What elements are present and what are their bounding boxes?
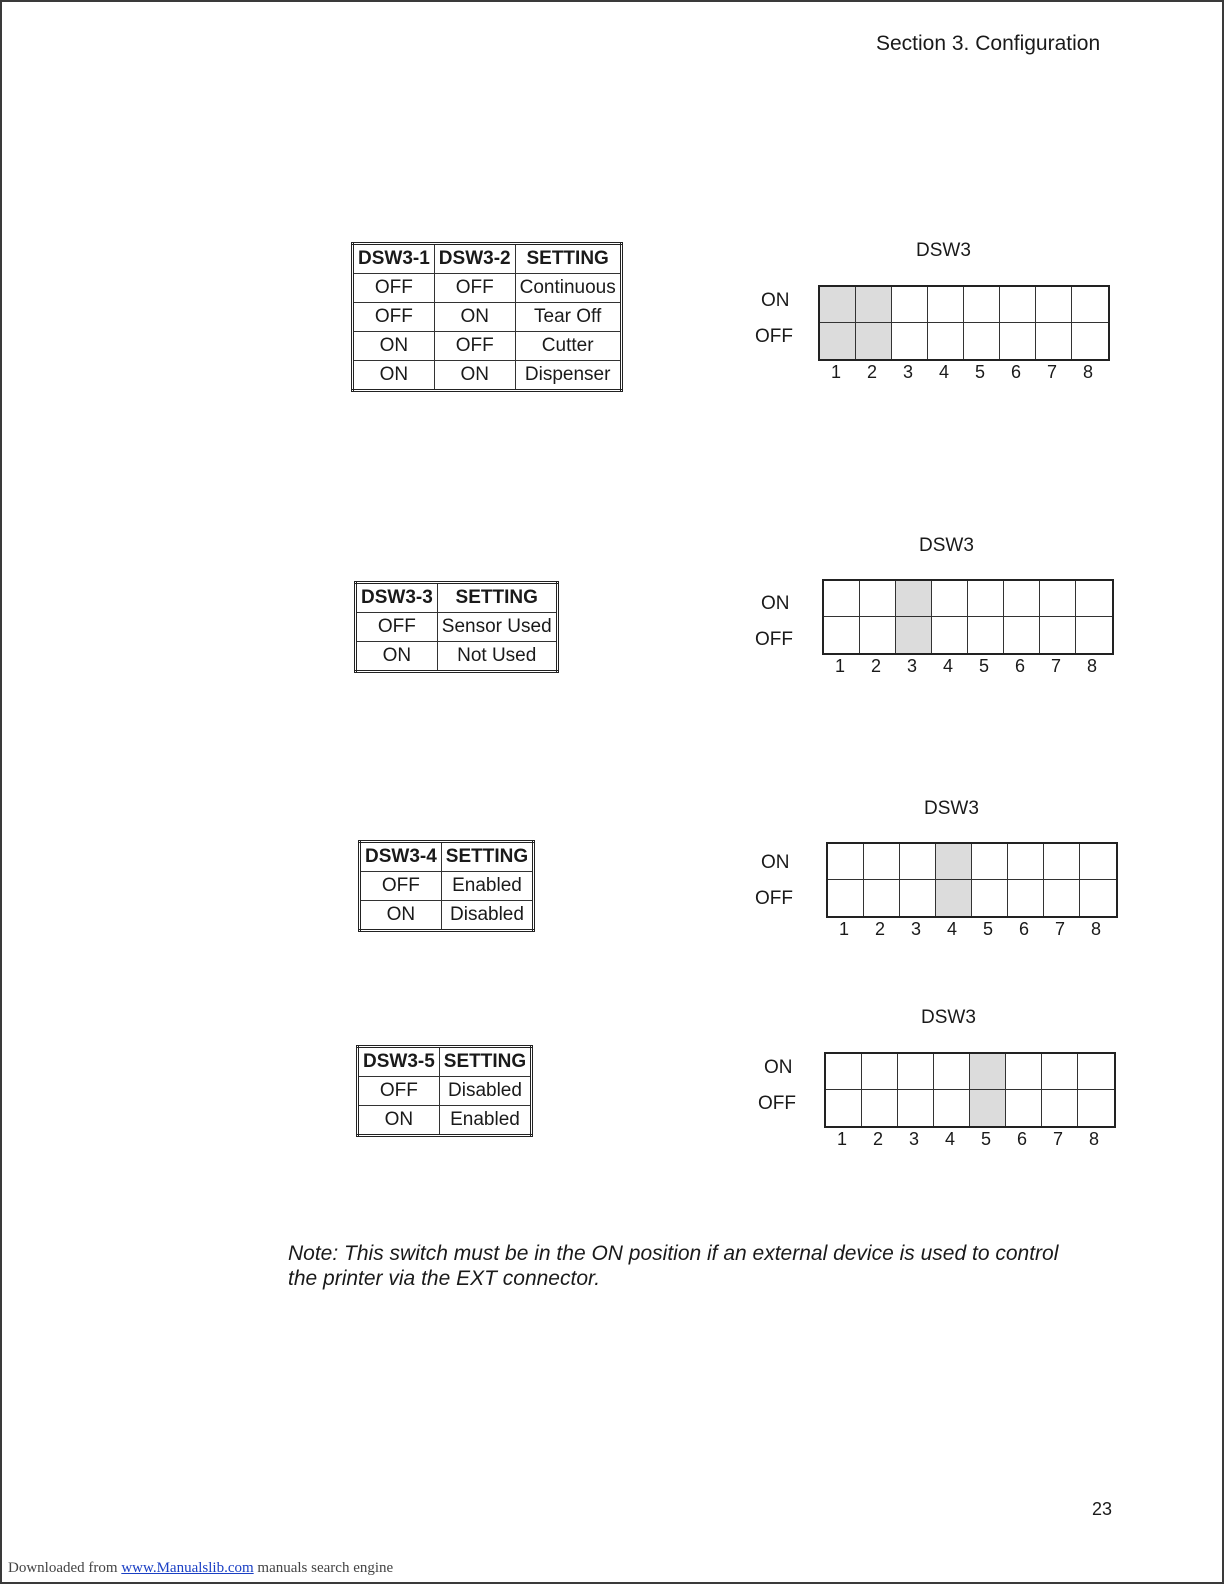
dip-switch-1-off-cell: [828, 880, 864, 916]
dip-switch-6-off-cell: [1000, 323, 1036, 359]
switch-number: 4: [938, 362, 949, 382]
note-line: Note: This switch must be in the ON position if an external device is used to control: [288, 1242, 1059, 1265]
dip-switch-diagram: [822, 579, 1114, 655]
dip-switch-1-on-cell: [820, 287, 856, 323]
table-cell: Disabled: [439, 1077, 531, 1106]
dip-switch-3-on-cell: [896, 581, 932, 617]
dip-switch-4-off-cell: [934, 1090, 970, 1126]
table-cell: OFF: [356, 613, 438, 642]
dip-switch-5-off-cell: [970, 1090, 1006, 1126]
column-header: DSW3-5: [358, 1047, 440, 1077]
table-cell: OFF: [434, 274, 515, 303]
dip-switch-3-on-cell: [892, 287, 928, 323]
dip-switch-3-off-cell: [892, 323, 928, 359]
configuration-note: [288, 1241, 1128, 1291]
switch-number: 6: [1018, 919, 1029, 939]
dip-switch-3-off-cell: [898, 1090, 934, 1126]
setting-table-dsw3-3: [354, 581, 559, 673]
table-cell: ON: [353, 332, 435, 361]
page-number: 23: [1092, 1499, 1113, 1519]
dip-switch-7-on-cell: [1044, 844, 1080, 880]
switch-number: 8: [1082, 362, 1093, 382]
dip-switch-8-off-cell: [1076, 617, 1112, 653]
dip-switch-2-off-cell: [856, 323, 892, 359]
dip-switch-6-on-cell: [1000, 287, 1036, 323]
switch-number: 6: [1016, 1129, 1027, 1149]
dip-switch-1-on-cell: [824, 581, 860, 617]
off-label: OFF: [755, 326, 793, 347]
dip-switch-5-off-cell: [964, 323, 1000, 359]
dip-switch-3-off-cell: [900, 880, 936, 916]
dip-switch-2-off-cell: [860, 617, 896, 653]
dip-switch-1-off-cell: [824, 617, 860, 653]
switch-number: 1: [830, 362, 841, 382]
footer-prefix: Downloaded from: [8, 1560, 118, 1576]
dip-switch-2-on-cell: [862, 1054, 898, 1090]
dip-switch-7-off-cell: [1040, 617, 1076, 653]
dip-switch-8-on-cell: [1072, 287, 1108, 323]
table-row: [353, 332, 622, 361]
table-cell: Dispenser: [515, 361, 621, 391]
table-row: [360, 901, 534, 931]
switch-number: 4: [946, 919, 957, 939]
table-cell: OFF: [360, 872, 442, 901]
switch-number: 5: [974, 362, 985, 382]
switch-number-row: [826, 919, 1114, 940]
dip-switch-4-on-cell: [932, 581, 968, 617]
table-cell: Enabled: [441, 872, 533, 901]
column-header: SETTING: [441, 842, 533, 872]
switch-number: 5: [982, 919, 993, 939]
table-row: [353, 274, 622, 303]
off-label: OFF: [755, 629, 793, 650]
dip-switch-5-on-cell: [970, 1054, 1006, 1090]
switch-number: 1: [836, 1129, 847, 1149]
footer-suffix: manuals search engine: [257, 1560, 394, 1576]
dip-switch-title: DSW3: [924, 798, 979, 819]
dip-switch-4-on-cell: [936, 844, 972, 880]
switch-number: 1: [838, 919, 849, 939]
dip-switch-7-on-cell: [1036, 287, 1072, 323]
table-cell: OFF: [358, 1077, 440, 1106]
dip-switch-7-off-cell: [1042, 1090, 1078, 1126]
switch-number: 8: [1090, 919, 1101, 939]
table-row: [358, 1077, 532, 1106]
table-cell: ON: [353, 361, 435, 391]
column-header: SETTING: [515, 244, 621, 274]
column-header: SETTING: [439, 1047, 531, 1077]
dip-switch-5-on-cell: [964, 287, 1000, 323]
switch-number: 4: [942, 656, 953, 676]
switch-number: 3: [910, 919, 921, 939]
footer-attribution: [8, 1560, 393, 1577]
dip-switch-diagram: [824, 1052, 1116, 1128]
switch-number: 7: [1054, 919, 1065, 939]
switch-number: 6: [1010, 362, 1021, 382]
setting-table-dsw3-1-2: [351, 242, 623, 392]
dip-switch-2-off-cell: [862, 1090, 898, 1126]
column-header: SETTING: [437, 583, 557, 613]
switch-number: 8: [1088, 1129, 1099, 1149]
on-label: ON: [761, 290, 790, 311]
switch-number: 8: [1086, 656, 1097, 676]
switch-number: 3: [908, 1129, 919, 1149]
switch-number: 7: [1046, 362, 1057, 382]
dip-switch-6-on-cell: [1008, 844, 1044, 880]
column-header: DSW3-2: [434, 244, 515, 274]
table-cell: ON: [434, 361, 515, 391]
on-label: ON: [761, 852, 790, 873]
column-header: DSW3-1: [353, 244, 435, 274]
switch-number: 3: [906, 656, 917, 676]
dip-switch-8-off-cell: [1078, 1090, 1114, 1126]
dip-switch-5-on-cell: [972, 844, 1008, 880]
switch-number: 5: [980, 1129, 991, 1149]
switch-number: 1: [834, 656, 845, 676]
table-header-row: [358, 1047, 532, 1077]
dip-switch-5-off-cell: [972, 880, 1008, 916]
column-header: DSW3-3: [356, 583, 438, 613]
off-label: OFF: [758, 1093, 796, 1114]
on-label: ON: [761, 593, 790, 614]
table-cell: Continuous: [515, 274, 621, 303]
dip-switch-7-off-cell: [1036, 323, 1072, 359]
dip-switch-7-on-cell: [1042, 1054, 1078, 1090]
switch-number: 7: [1050, 656, 1061, 676]
table-row: [353, 303, 622, 332]
dip-switch-6-on-cell: [1006, 1054, 1042, 1090]
dip-switch-3-on-cell: [900, 844, 936, 880]
switch-number: 3: [902, 362, 913, 382]
switch-number: 2: [872, 1129, 883, 1149]
dip-switch-5-on-cell: [968, 581, 1004, 617]
dip-switch-4-on-cell: [928, 287, 964, 323]
table-cell: ON: [358, 1106, 440, 1136]
table-row: [358, 1106, 532, 1136]
setting-table-dsw3-5: [356, 1045, 533, 1137]
dip-switch-8-on-cell: [1078, 1054, 1114, 1090]
dip-switch-7-on-cell: [1040, 581, 1076, 617]
switch-number: 2: [874, 919, 885, 939]
dip-switch-2-on-cell: [856, 287, 892, 323]
dip-switch-title: DSW3: [919, 535, 974, 556]
switch-number: 2: [866, 362, 877, 382]
table-header-row: [360, 842, 534, 872]
table-cell: OFF: [353, 274, 435, 303]
dip-switch-1-on-cell: [828, 844, 864, 880]
table-cell: ON: [434, 303, 515, 332]
table-cell: ON: [356, 642, 438, 672]
switch-number-row: [818, 362, 1106, 383]
dip-switch-4-off-cell: [928, 323, 964, 359]
note-line: the printer via the EXT connector.: [288, 1267, 601, 1290]
dip-switch-title: DSW3: [921, 1007, 976, 1028]
setting-table-dsw3-4: [358, 840, 535, 932]
dip-switch-1-on-cell: [826, 1054, 862, 1090]
switch-number-row: [822, 656, 1110, 677]
switch-number: 7: [1052, 1129, 1063, 1149]
table-cell: ON: [360, 901, 442, 931]
column-header: DSW3-4: [360, 842, 442, 872]
dip-switch-8-on-cell: [1076, 581, 1112, 617]
table-cell: Not Used: [437, 642, 557, 672]
dip-switch-6-off-cell: [1006, 1090, 1042, 1126]
dip-switch-diagram: [818, 285, 1110, 361]
dip-switch-1-off-cell: [820, 323, 856, 359]
table-row: [353, 361, 622, 391]
dip-switch-6-off-cell: [1004, 617, 1040, 653]
dip-switch-diagram: [826, 842, 1118, 918]
switch-number: 5: [978, 656, 989, 676]
table-header-row: [356, 583, 558, 613]
off-label: OFF: [755, 888, 793, 909]
dip-switch-title: DSW3: [916, 240, 971, 261]
dip-switch-8-off-cell: [1080, 880, 1116, 916]
dip-switch-4-off-cell: [936, 880, 972, 916]
dip-switch-7-off-cell: [1044, 880, 1080, 916]
table-cell: OFF: [353, 303, 435, 332]
switch-number: 2: [870, 656, 881, 676]
dip-switch-4-off-cell: [932, 617, 968, 653]
switch-number-row: [824, 1129, 1112, 1150]
dip-switch-6-off-cell: [1008, 880, 1044, 916]
dip-switch-8-off-cell: [1072, 323, 1108, 359]
table-row: [360, 872, 534, 901]
table-cell: Sensor Used: [437, 613, 557, 642]
dip-switch-6-on-cell: [1004, 581, 1040, 617]
table-cell: OFF: [434, 332, 515, 361]
table-row: [356, 642, 558, 672]
dip-switch-2-off-cell: [864, 880, 900, 916]
table-header-row: [353, 244, 622, 274]
dip-switch-5-off-cell: [968, 617, 1004, 653]
dip-switch-3-on-cell: [898, 1054, 934, 1090]
dip-switch-4-on-cell: [934, 1054, 970, 1090]
dip-switch-2-on-cell: [864, 844, 900, 880]
table-cell: Enabled: [439, 1106, 531, 1136]
dip-switch-1-off-cell: [826, 1090, 862, 1126]
dip-switch-8-on-cell: [1080, 844, 1116, 880]
table-row: [356, 613, 558, 642]
dip-switch-3-off-cell: [896, 617, 932, 653]
manualslib-link[interactable]: www.Manualslib.com: [121, 1560, 254, 1576]
table-cell: Cutter: [515, 332, 621, 361]
section-header: Section 3. Configuration: [876, 32, 1101, 55]
table-cell: Disabled: [441, 901, 533, 931]
switch-number: 4: [944, 1129, 955, 1149]
switch-number: 6: [1014, 656, 1025, 676]
dip-switch-2-on-cell: [860, 581, 896, 617]
table-cell: Tear Off: [515, 303, 621, 332]
on-label: ON: [764, 1057, 793, 1078]
